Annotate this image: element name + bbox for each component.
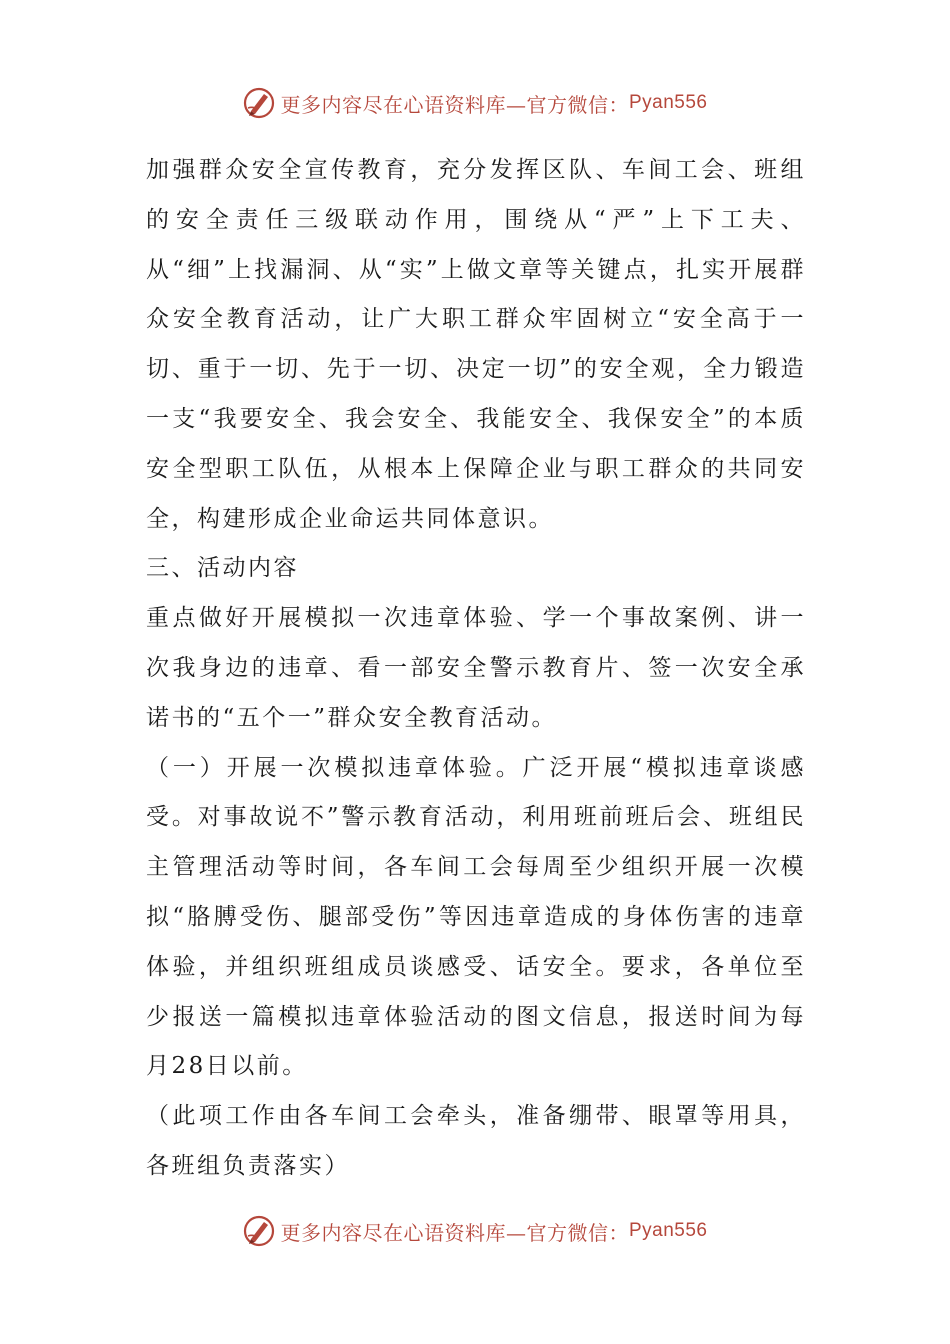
paragraph-simulated-violation: （一）开展一次模拟违章体验。广泛开展“模拟违章谈感受。对事故说不”警示教育活动，利用班前班后会、班组民主管理活动等时间，各车间工会每周至少组织开展一次模拟“胳膊受伤、腿部受伤”等因违章造成的身体伤害的违章体验，并组织班组成员谈感受、话安全。要求，各单位至少报送一篇模拟违章体验活动的图文信息，报送时间为每月28日以前。: [146, 754, 806, 1080]
watermark-wechat-id: Pyan556: [628, 92, 708, 113]
paragraph-responsibility-note: （此项工作由各车间工会牵头，准备绷带、眼罩等用具，各班组负责落实）: [146, 1103, 806, 1179]
pen-circle-logo-icon: [242, 1214, 276, 1248]
document-body: [146, 146, 806, 1192]
watermark-wechat-id: Pyan556: [628, 1220, 708, 1241]
header-watermark: [0, 86, 950, 120]
section-heading-activity-content: 三、活动内容: [146, 555, 299, 582]
footer-watermark: [0, 1214, 950, 1248]
pen-circle-logo-icon: [242, 86, 276, 120]
paragraph-five-ones: 重点做好开展模拟一次违章体验、学一个事故案例、讲一次我身边的违章、看一部安全警示教育片、签一次安全承诺书的“五个一”群众安全教育活动。: [146, 605, 806, 731]
watermark-text: 更多内容尽在心语资料库—官方微信：: [280, 1220, 629, 1245]
paragraph-intro: 加强群众安全宣传教育，充分发挥区队、车间工会、班组的安全责任三级联动作用，围绕从“严”上下工夫、从“细”上找漏洞、从“实”上做文章等关键点，扎实开展群众安全教育活动，让广大职工群众牢固树立“安全高于一切、重于一切、先于一切、决定一切”的安全观，全力锻造一支“我要安全、我会安全、我能安全、我保安全”的本质安全型职工队伍，从根本上保障企业与职工群众的共同安全，构建形成企业命运共同体意识。: [146, 157, 806, 532]
watermark-text: 更多内容尽在心语资料库—官方微信：: [280, 92, 629, 117]
